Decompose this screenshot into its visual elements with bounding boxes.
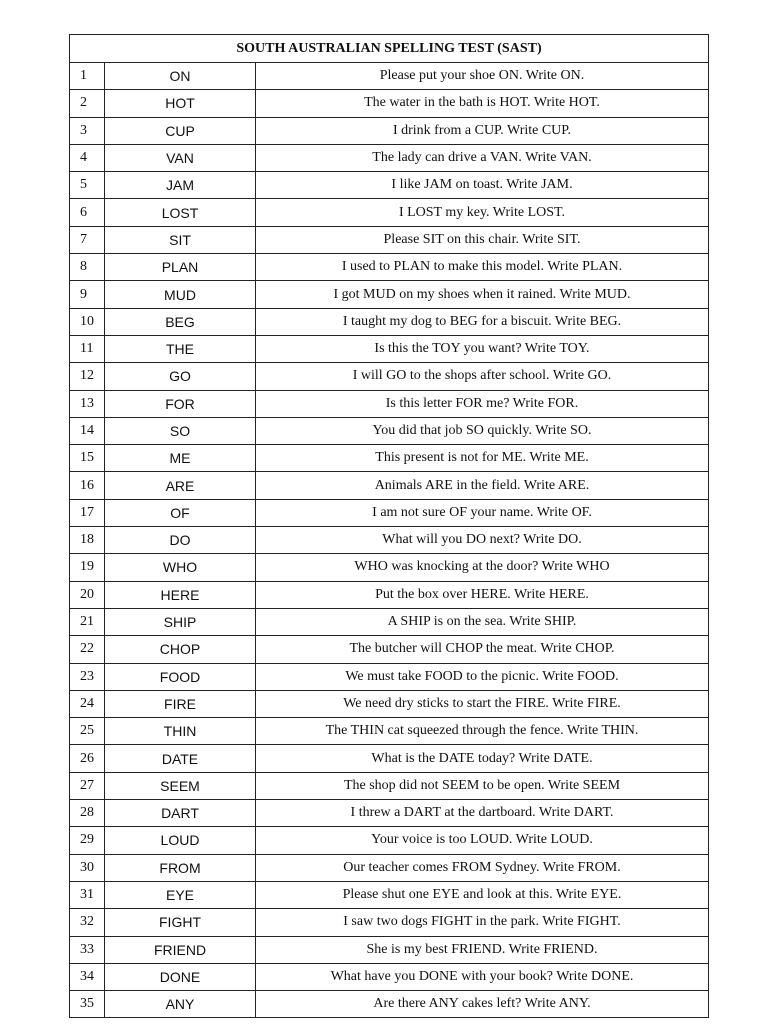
spelling-word: JAM <box>105 172 256 199</box>
table-row <box>70 254 709 281</box>
example-sentence: We need dry sticks to start the FIRE. Write FIRE. <box>256 690 709 717</box>
table-row <box>70 472 709 499</box>
example-sentence: I taught my dog to BEG for a biscuit. Write BEG. <box>256 308 709 335</box>
item-number: 8 <box>70 254 105 281</box>
table-row <box>70 445 709 472</box>
example-sentence: Are there ANY cakes left? Write ANY. <box>256 991 709 1018</box>
item-number: 20 <box>70 581 105 608</box>
spelling-word: THE <box>105 335 256 362</box>
spelling-word: MUD <box>105 281 256 308</box>
item-number: 7 <box>70 226 105 253</box>
example-sentence: You did that job SO quickly. Write SO. <box>256 417 709 444</box>
item-number: 26 <box>70 745 105 772</box>
spelling-word: CUP <box>105 117 256 144</box>
example-sentence: What will you DO next? Write DO. <box>256 527 709 554</box>
table-row <box>70 417 709 444</box>
item-number: 9 <box>70 281 105 308</box>
table-row <box>70 854 709 881</box>
example-sentence: What is the DATE today? Write DATE. <box>256 745 709 772</box>
spelling-word: EYE <box>105 881 256 908</box>
example-sentence: Is this the TOY you want? Write TOY. <box>256 335 709 362</box>
spelling-word: GO <box>105 363 256 390</box>
spelling-word: DONE <box>105 963 256 990</box>
example-sentence: I drink from a CUP. Write CUP. <box>256 117 709 144</box>
table-row <box>70 390 709 417</box>
example-sentence: I threw a DART at the dartboard. Write DART. <box>256 800 709 827</box>
item-number: 14 <box>70 417 105 444</box>
spelling-word: SHIP <box>105 608 256 635</box>
item-number: 19 <box>70 554 105 581</box>
item-number: 3 <box>70 117 105 144</box>
item-number: 15 <box>70 445 105 472</box>
table-row <box>70 636 709 663</box>
example-sentence: I got MUD on my shoes when it rained. Write MUD. <box>256 281 709 308</box>
example-sentence: I like JAM on toast. Write JAM. <box>256 172 709 199</box>
table-body <box>70 63 709 1018</box>
table-row <box>70 581 709 608</box>
spelling-word: FIGHT <box>105 909 256 936</box>
table-row <box>70 963 709 990</box>
item-number: 32 <box>70 909 105 936</box>
example-sentence: The THIN cat squeezed through the fence. Write THIN. <box>256 718 709 745</box>
item-number: 16 <box>70 472 105 499</box>
example-sentence: I used to PLAN to make this model. Write PLAN. <box>256 254 709 281</box>
table-row <box>70 144 709 171</box>
spelling-word: FOOD <box>105 663 256 690</box>
item-number: 24 <box>70 690 105 717</box>
item-number: 22 <box>70 636 105 663</box>
table-header-row <box>70 35 709 63</box>
table-row <box>70 63 709 90</box>
table-row <box>70 690 709 717</box>
example-sentence: The shop did not SEEM to be open. Write SEEM <box>256 772 709 799</box>
table-row <box>70 745 709 772</box>
example-sentence: We must take FOOD to the picnic. Write FOOD. <box>256 663 709 690</box>
spelling-word: SEEM <box>105 772 256 799</box>
table-row <box>70 827 709 854</box>
example-sentence: Please SIT on this chair. Write SIT. <box>256 226 709 253</box>
table-title: SOUTH AUSTRALIAN SPELLING TEST (SAST) <box>70 35 709 63</box>
spelling-word: DO <box>105 527 256 554</box>
table-row <box>70 991 709 1018</box>
spelling-word: OF <box>105 499 256 526</box>
table-row <box>70 936 709 963</box>
spelling-word: VAN <box>105 144 256 171</box>
table-row <box>70 308 709 335</box>
spelling-word: ANY <box>105 991 256 1018</box>
table-row <box>70 718 709 745</box>
table-row <box>70 800 709 827</box>
table-row <box>70 172 709 199</box>
spelling-word: ARE <box>105 472 256 499</box>
item-number: 27 <box>70 772 105 799</box>
item-number: 12 <box>70 363 105 390</box>
example-sentence: A SHIP is on the sea. Write SHIP. <box>256 608 709 635</box>
example-sentence: Please put your shoe ON. Write ON. <box>256 63 709 90</box>
spelling-word: DATE <box>105 745 256 772</box>
example-sentence: She is my best FRIEND. Write FRIEND. <box>256 936 709 963</box>
item-number: 31 <box>70 881 105 908</box>
item-number: 4 <box>70 144 105 171</box>
example-sentence: Animals ARE in the field. Write ARE. <box>256 472 709 499</box>
item-number: 30 <box>70 854 105 881</box>
example-sentence: I will GO to the shops after school. Write GO. <box>256 363 709 390</box>
item-number: 25 <box>70 718 105 745</box>
spelling-word: FIRE <box>105 690 256 717</box>
item-number: 29 <box>70 827 105 854</box>
table-row <box>70 363 709 390</box>
spelling-word: FOR <box>105 390 256 417</box>
table-row <box>70 527 709 554</box>
table-row <box>70 881 709 908</box>
spelling-word: FRIEND <box>105 936 256 963</box>
spelling-word: CHOP <box>105 636 256 663</box>
example-sentence: Our teacher comes FROM Sydney. Write FROM. <box>256 854 709 881</box>
item-number: 17 <box>70 499 105 526</box>
example-sentence: WHO was knocking at the door? Write WHO <box>256 554 709 581</box>
item-number: 28 <box>70 800 105 827</box>
example-sentence: Please shut one EYE and look at this. Write EYE. <box>256 881 709 908</box>
table-row <box>70 226 709 253</box>
item-number: 5 <box>70 172 105 199</box>
table-row <box>70 199 709 226</box>
example-sentence: Put the box over HERE. Write HERE. <box>256 581 709 608</box>
item-number: 18 <box>70 527 105 554</box>
spelling-word: ME <box>105 445 256 472</box>
example-sentence: I LOST my key. Write LOST. <box>256 199 709 226</box>
item-number: 13 <box>70 390 105 417</box>
spelling-word: WHO <box>105 554 256 581</box>
item-number: 2 <box>70 90 105 117</box>
item-number: 11 <box>70 335 105 362</box>
example-sentence: What have you DONE with your book? Write DONE. <box>256 963 709 990</box>
table-row <box>70 281 709 308</box>
table-row <box>70 90 709 117</box>
table-row <box>70 909 709 936</box>
example-sentence: I am not sure OF your name. Write OF. <box>256 499 709 526</box>
example-sentence: This present is not for ME. Write ME. <box>256 445 709 472</box>
spelling-word: SO <box>105 417 256 444</box>
example-sentence: The lady can drive a VAN. Write VAN. <box>256 144 709 171</box>
spelling-word: ON <box>105 63 256 90</box>
example-sentence: Is this letter FOR me? Write FOR. <box>256 390 709 417</box>
spelling-word: FROM <box>105 854 256 881</box>
item-number: 34 <box>70 963 105 990</box>
table-row <box>70 335 709 362</box>
example-sentence: Your voice is too LOUD. Write LOUD. <box>256 827 709 854</box>
table-row <box>70 663 709 690</box>
example-sentence: The water in the bath is HOT. Write HOT. <box>256 90 709 117</box>
spelling-word: HOT <box>105 90 256 117</box>
item-number: 1 <box>70 63 105 90</box>
item-number: 21 <box>70 608 105 635</box>
spelling-word: BEG <box>105 308 256 335</box>
spelling-word: LOST <box>105 199 256 226</box>
spelling-word: PLAN <box>105 254 256 281</box>
example-sentence: I saw two dogs FIGHT in the park. Write FIGHT. <box>256 909 709 936</box>
table-row <box>70 554 709 581</box>
item-number: 10 <box>70 308 105 335</box>
item-number: 6 <box>70 199 105 226</box>
item-number: 23 <box>70 663 105 690</box>
item-number: 35 <box>70 991 105 1018</box>
spelling-word: DART <box>105 800 256 827</box>
table-row <box>70 772 709 799</box>
table-row <box>70 117 709 144</box>
spelling-word: LOUD <box>105 827 256 854</box>
table-row <box>70 608 709 635</box>
example-sentence: The butcher will CHOP the meat. Write CHOP. <box>256 636 709 663</box>
spelling-word: HERE <box>105 581 256 608</box>
spelling-word: SIT <box>105 226 256 253</box>
item-number: 33 <box>70 936 105 963</box>
spelling-word: THIN <box>105 718 256 745</box>
spelling-test-table <box>69 34 709 1018</box>
table-row <box>70 499 709 526</box>
